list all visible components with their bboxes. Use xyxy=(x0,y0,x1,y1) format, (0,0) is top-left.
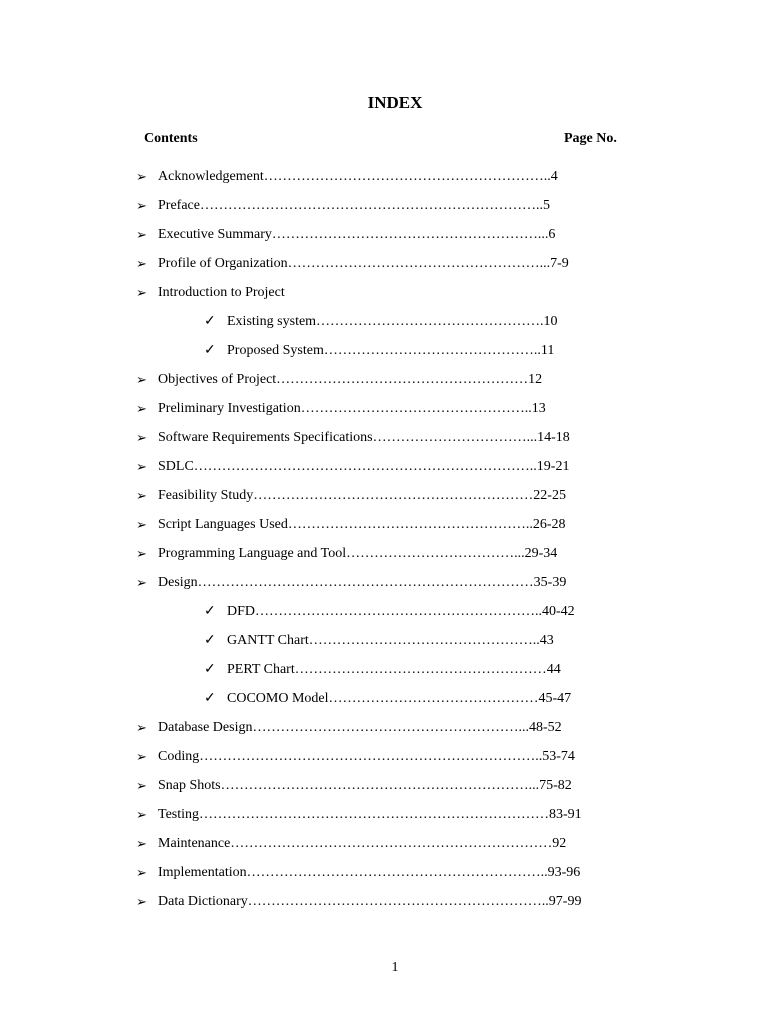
checkmark-bullet-icon: ✓ xyxy=(204,604,216,619)
toc-entry xyxy=(0,487,768,516)
toc-entry-text: Maintenance……………………………………………………………92 xyxy=(158,836,567,851)
toc-entry xyxy=(0,284,768,313)
checkmark-bullet-icon: ✓ xyxy=(204,314,216,329)
arrowhead-bullet-icon: ➢ xyxy=(136,517,147,532)
toc-entry xyxy=(0,574,768,603)
toc-entry xyxy=(0,835,768,864)
toc-entry xyxy=(0,516,768,545)
toc-entry-text: DFD……………………………………………………..40-42 xyxy=(227,604,575,619)
toc-entry-text: Introduction to Project xyxy=(158,285,285,300)
page-title: INDEX xyxy=(367,93,423,112)
arrowhead-bullet-icon: ➢ xyxy=(136,372,147,387)
toc-entry xyxy=(0,777,768,806)
toc-entry xyxy=(0,748,768,777)
toc-entry-text: Acknowledgement……………………………………………………..4 xyxy=(158,169,558,184)
toc-entry xyxy=(0,545,768,574)
toc-entry-text: Testing…………………………………………………………………83-91 xyxy=(158,807,582,822)
arrowhead-bullet-icon: ➢ xyxy=(136,227,147,242)
arrowhead-bullet-icon: ➢ xyxy=(136,720,147,735)
arrowhead-bullet-icon: ➢ xyxy=(136,894,147,909)
toc-entry-text: Feasibility Study……………………………………………………22-25 xyxy=(158,488,566,503)
checkmark-bullet-icon: ✓ xyxy=(204,662,216,677)
toc-entry-text: Coding………………………………………………………………..53-74 xyxy=(158,749,575,764)
arrowhead-bullet-icon: ➢ xyxy=(136,169,147,184)
arrowhead-bullet-icon: ➢ xyxy=(136,256,147,271)
toc-entry xyxy=(0,400,768,429)
toc-subentry xyxy=(0,342,768,371)
toc-entry-text: Snap Shots…………………………………………………………...75-82 xyxy=(158,778,572,793)
arrowhead-bullet-icon: ➢ xyxy=(136,575,147,590)
toc-entry-text: Objectives of Project………………………………………………12 xyxy=(158,372,543,387)
toc-entry-text: Preliminary Investigation…………………………………………..13 xyxy=(158,401,546,416)
arrowhead-bullet-icon: ➢ xyxy=(136,459,147,474)
toc-subentry xyxy=(0,690,768,719)
arrowhead-bullet-icon: ➢ xyxy=(136,546,147,561)
toc-entry xyxy=(0,429,768,458)
toc-entry xyxy=(0,255,768,284)
toc-entry-text: Preface………………………………………………………………..5 xyxy=(158,198,550,213)
page-number-footer: 1 xyxy=(391,960,399,975)
toc-entry-text: Profile of Organization………………………………………………...7-9 xyxy=(158,256,569,271)
toc-entry-text: Database Design…………………………………………………...48-52 xyxy=(158,720,562,735)
toc-entry-text: PERT Chart………………………………………………44 xyxy=(227,662,561,677)
checkmark-bullet-icon: ✓ xyxy=(204,691,216,706)
toc-entry xyxy=(0,719,768,748)
toc-entry-text: COCOMO Model………………………………………45-47 xyxy=(227,691,572,706)
toc-entry-text: Existing system………………………………………….10 xyxy=(227,314,558,329)
toc-entry xyxy=(0,458,768,487)
arrowhead-bullet-icon: ➢ xyxy=(136,749,147,764)
toc-entry-text: GANTT Chart…………………………………………..43 xyxy=(227,633,554,648)
toc-entry xyxy=(0,371,768,400)
toc-entry xyxy=(0,864,768,893)
contents-column-heading: Contents xyxy=(144,131,198,146)
arrowhead-bullet-icon: ➢ xyxy=(136,865,147,880)
toc-subentry xyxy=(0,632,768,661)
toc-subentry xyxy=(0,661,768,690)
checkmark-bullet-icon: ✓ xyxy=(204,343,216,358)
table-of-contents xyxy=(0,168,768,922)
toc-entry-text: Software Requirements Specifications……………………………...14-18 xyxy=(158,430,570,445)
toc-entry xyxy=(0,806,768,835)
page-number-column-heading: Page No. xyxy=(564,131,617,146)
arrowhead-bullet-icon: ➢ xyxy=(136,285,147,300)
toc-subentry xyxy=(0,313,768,342)
toc-entry xyxy=(0,893,768,922)
arrowhead-bullet-icon: ➢ xyxy=(136,836,147,851)
arrowhead-bullet-icon: ➢ xyxy=(136,430,147,445)
toc-entry-text: Programming Language and Tool………………………………...29-34 xyxy=(158,546,558,561)
toc-entry-text: Executive Summary…………………………………………………...6 xyxy=(158,227,556,242)
toc-entry xyxy=(0,226,768,255)
toc-entry-text: Data Dictionary………………………………………………………..97-99 xyxy=(158,894,582,909)
toc-entry-text: Design………………………………………………………………35-39 xyxy=(158,575,567,590)
arrowhead-bullet-icon: ➢ xyxy=(136,778,147,793)
toc-entry xyxy=(0,168,768,197)
toc-entry-text: Implementation………………………………………………………..93-96 xyxy=(158,865,581,880)
arrowhead-bullet-icon: ➢ xyxy=(136,401,147,416)
arrowhead-bullet-icon: ➢ xyxy=(136,198,147,213)
toc-subentry xyxy=(0,603,768,632)
arrowhead-bullet-icon: ➢ xyxy=(136,488,147,503)
arrowhead-bullet-icon: ➢ xyxy=(136,807,147,822)
toc-entry-text: SDLC………………………………………………………………..19-21 xyxy=(158,459,570,474)
toc-entry-text: Script Languages Used……………………………………………..26-28 xyxy=(158,517,566,532)
checkmark-bullet-icon: ✓ xyxy=(204,633,216,648)
toc-entry xyxy=(0,197,768,226)
toc-entry-text: Proposed System………………………………………..11 xyxy=(227,343,555,358)
